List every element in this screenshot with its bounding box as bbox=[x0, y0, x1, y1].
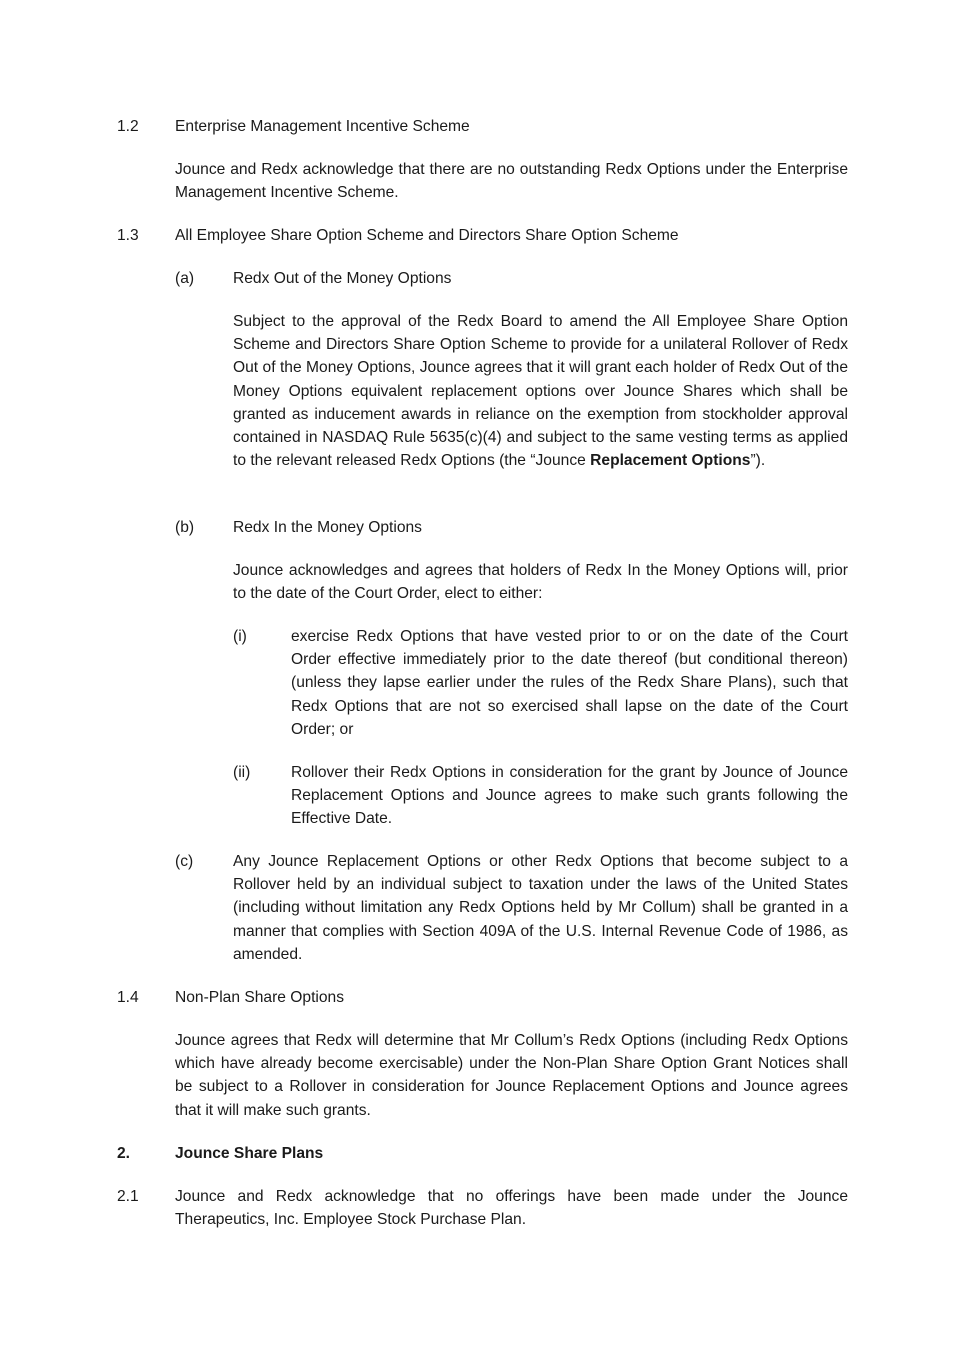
section-number: 1.2 bbox=[117, 118, 139, 135]
clause-c-body: Any Jounce Replacement Options or other Redx Options that become subject to a Rollover held by an individual subject to taxation under the laws of the United States (including without limitation any Redx Options held by Mr Collum) shall be granted in a manner that complies with Section 409A of the U.S. Internal Revenue Code of 1986, as amended. bbox=[233, 853, 848, 963]
clause-title: Redx In the Money Options bbox=[233, 519, 422, 536]
subclause-number: (ii) bbox=[233, 764, 251, 781]
subclause-i-body: exercise Redx Options that have vested prior to or on the date of the Court Order effective immediately prior to the date thereof (but conditional thereon) (unless they lapse earlier under the rules of the Redx Share Plans), such that Redx Options that are not so exercised shall lapse on the date of the Court Order; or bbox=[291, 628, 848, 738]
section-title: All Employee Share Option Scheme and Directors Share Option Scheme bbox=[175, 227, 679, 244]
clause-a-body bbox=[233, 310, 848, 472]
clause-number: (c) bbox=[175, 853, 194, 870]
subclause-ii-body: Rollover their Redx Options in consideration for the grant by Jounce of Jounce Replacement Options and Jounce agrees to make such grants following the Effective Date. bbox=[291, 764, 848, 828]
section-2-1-body: Jounce and Redx acknowledge that no offerings have been made under the Jounce Therapeutics, Inc. Employee Stock Purchase Plan. bbox=[175, 1188, 848, 1229]
clause-a-body-end: ”). bbox=[750, 452, 766, 470]
section-1-4-body: Jounce agrees that Redx will determine that Mr Collum’s Redx Options (including Redx Options which have already become exercisable) under the Non-Plan Share Option Grant Notices shall be subject to a Rollover in consideration for Jounce Replacement Options and Jounce agrees that it will make such grants. bbox=[175, 1032, 848, 1119]
section-number: 1.4 bbox=[117, 989, 139, 1006]
clause-b-body: Jounce acknowledges and agrees that holders of Redx In the Money Options will, prior to the date of the Court Order, elect to either: bbox=[233, 562, 848, 603]
section-title: Enterprise Management Incentive Scheme bbox=[175, 118, 470, 135]
section-number: 2.1 bbox=[117, 1188, 139, 1205]
section-1-2-body: Jounce and Redx acknowledge that there are no outstanding Redx Options under the Enterprise Management Incentive Scheme. bbox=[175, 161, 848, 202]
section-number: 1.3 bbox=[117, 227, 139, 244]
clause-a-body-text: Subject to the approval of the Redx Board to amend the All Employee Share Option Scheme and Directors Share Option Scheme to provide for a unilateral Rollover of Redx Out of the Money Options, Jounce agrees that it will grant each holder of Redx Out of the Money Options equivalent replacement options over Jounce Shares which shall be granted as inducement awards in reliance on the exemption from stockholder approval contained in NASDAQ Rule 5635(c)(4) and subject to the same vesting terms as applied to the relevant released Redx Options (the “Jounce bbox=[233, 313, 848, 470]
clause-number: (b) bbox=[175, 519, 195, 536]
defined-term: Replacement Options bbox=[590, 452, 751, 470]
clause-number: (a) bbox=[175, 270, 195, 287]
subclause-number: (i) bbox=[233, 628, 247, 645]
section-title: Jounce Share Plans bbox=[175, 1145, 324, 1162]
section-number: 2. bbox=[117, 1145, 131, 1162]
section-title: Non-Plan Share Options bbox=[175, 989, 345, 1006]
clause-title: Redx Out of the Money Options bbox=[233, 270, 452, 287]
